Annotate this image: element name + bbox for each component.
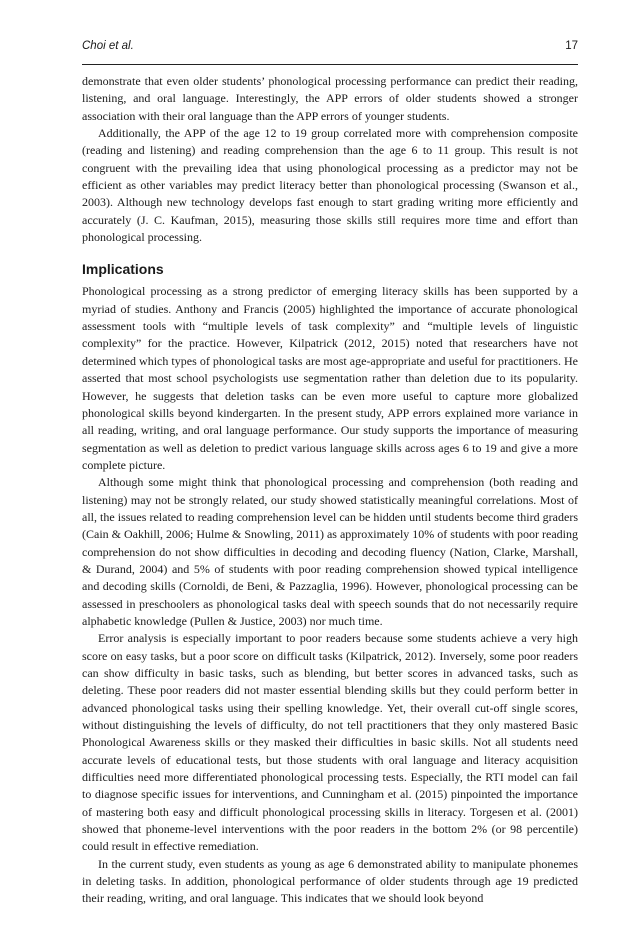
running-head: Choi et al. bbox=[82, 40, 134, 52]
paragraph: Error analysis is especially important to poor readers because some students achieve a very high score on easy tasks, but a poor score on difficult tasks (Kilpatrick, 2012). Inversely, some poor readers can show difficulty in basic tasks, such as blending, but better scores in advanced tasks, such as deleting. These poor readers did not master essential blending skills but they could perform better in advanced phonological tasks using their spelling knowledge. Yet, their overall cut-off single scores, without distinguishing the levels of difficulty, do not tell practitioners that they only mastered Basic Phonological Awareness skills or they masked their difficulties in basic skills. Not all students need accurate levels of educational tests, but those students with oral language and literacy acquisition difficulties need more differentiated phonological processing tests. Especially, the RTI model can fail to diagnose specific issues for interventions, and Cunningham et al. (2015) pinpointed the importance of mastering both easy and difficult phonological processing skills in literacy. Torgesen et al. (2001) showed that phoneme-level interventions with the poor readers in the bottom 2% (or 98 percentile) could result in effective remediation. bbox=[82, 631, 578, 854]
paragraph-continued: demonstrate that even older students’ phonological processing performance can predict their reading, listening, and oral language. Interestingly, the APP errors of older students showed a stronger association with their oral language than the APP errors of younger students. bbox=[82, 74, 578, 123]
header-rule bbox=[82, 64, 578, 65]
page-header bbox=[82, 40, 578, 56]
paragraph: Additionally, the APP of the age 12 to 19 group correlated more with comprehension composite (reading and listening) and reading comprehension than the age 6 to 11 group. This result is not congruent with the prevailing idea that using phonological processing as a predictor may not be efficient as other variables may predict literacy better than phonological processing (Swanson et al., 2003). Although new technology develops fast enough to start grading writing more efficiently and accurately (J. C. Kaufman, 2015), measuring those skills still requires more time and effort than phonological processing. bbox=[82, 126, 578, 245]
page-number: 17 bbox=[565, 40, 578, 52]
paragraph: Phonological processing as a strong predictor of emerging literacy skills has been supported by a myriad of studies. Anthony and Francis (2005) highlighted the importance of accurate phonological assessment tools with “multiple levels of task complexity” and “multiple levels of linguistic complexity” for the practice. However, Kilpatrick (2012, 2015) noted that researchers have not determined which types of phonological tasks are most age-appropriate and useful for practitioners. He asserted that most school psychologists use segmentation rather than deletion due to its popularity. However, he suggests that deletion tasks can be even more useful to capture more globalized phonological skills beyond kindergarten. In the present study, APP errors explained more variance in all reading, writing, and oral language performance. Our study supports the importance of measuring segmentation as well as deletion to predict various language skills across ages 6 to 19 and give a more complete picture. bbox=[82, 284, 578, 472]
paragraph: In the current study, even students as young as age 6 demonstrated ability to manipulate phonemes in deleting tasks. In addition, phonological performance of older students through age 19 predicted their reading, writing, and oral language. This indicates that we should look beyond bbox=[82, 856, 578, 906]
section-heading-implications: Implications bbox=[82, 261, 164, 278]
paragraph: Although some might think that phonological processing and comprehension (both reading and listening) may not be strongly related, our study showed statistically meaningful correlations. Most of all, the issues related to reading comprehension level can be hidden until students become third graders (Cain & Oakhill, 2006; Hulme & Snowling, 2011) as approximately 10% of students with poor reading comprehension do not show difficulties in decoding and decoding fluency (Nation, Clarke, Marshall, & Durand, 2004) and 5% of students with poor reading comprehension showed typical intelligence and decoding skills (Cornoldi, de Beni, & Pazzaglia, 1996). However, phonological processing can be assessed in preschoolers as phonological tasks deal with speech sounds that do not necessarily require alphabetic knowledge (Pullen & Justice, 2003) nor much time. bbox=[82, 475, 578, 628]
article-body bbox=[82, 73, 578, 908]
